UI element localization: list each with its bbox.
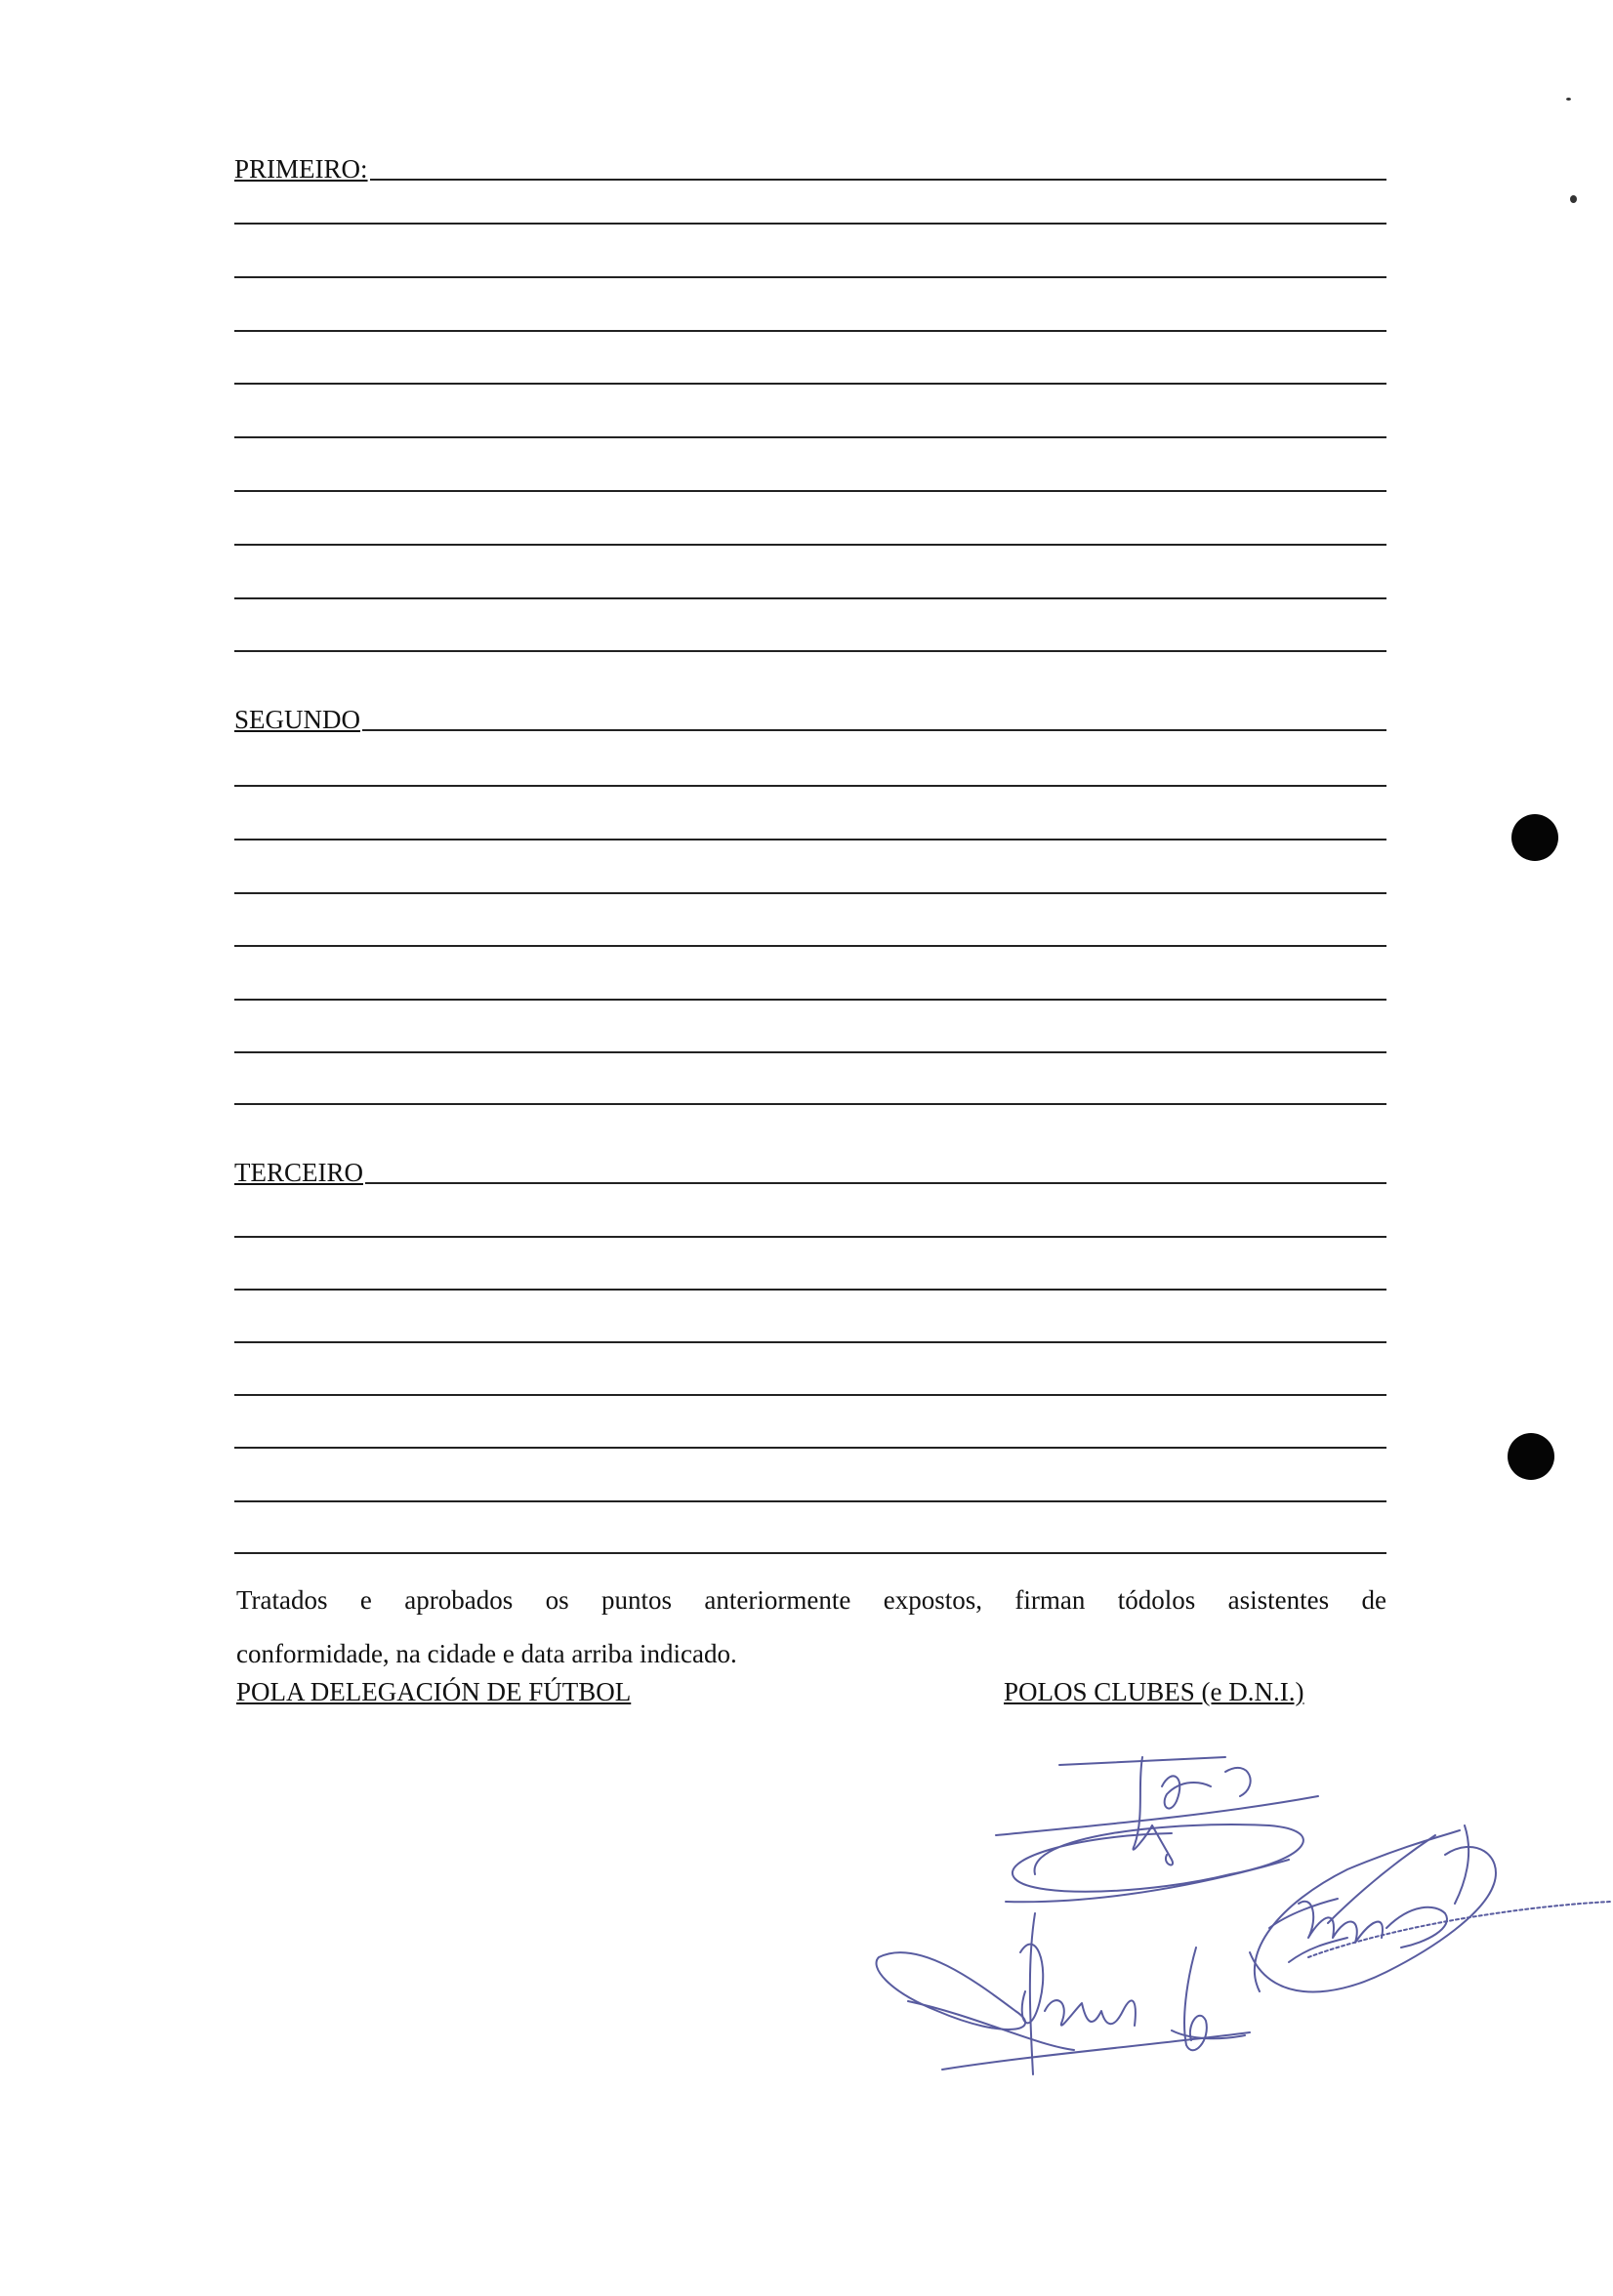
signatory-clubes-label: POLOS CLUBES (e D.N.I.) [1004,1677,1304,1706]
signature-1 [996,1757,1318,1902]
section-terceiro-label: TERCEIRO [234,1158,363,1187]
section-primeiro-label: PRIMEIRO: [234,154,368,184]
section-segundo-label: SEGUNDO [234,705,361,734]
closing-line-2: conformidade, na cidade e data arriba indicado. [236,1639,737,1668]
signature-3 [1250,1825,1611,1991]
signature-2 [877,1913,1251,2074]
closing-line-1: Tratados e aprobados os puntos anteriormente expostos, firman tódolos asistentes de [236,1585,1386,1615]
signatory-delegacion-label: POLA DELEGACIÓN DE FÚTBOL [236,1677,632,1706]
